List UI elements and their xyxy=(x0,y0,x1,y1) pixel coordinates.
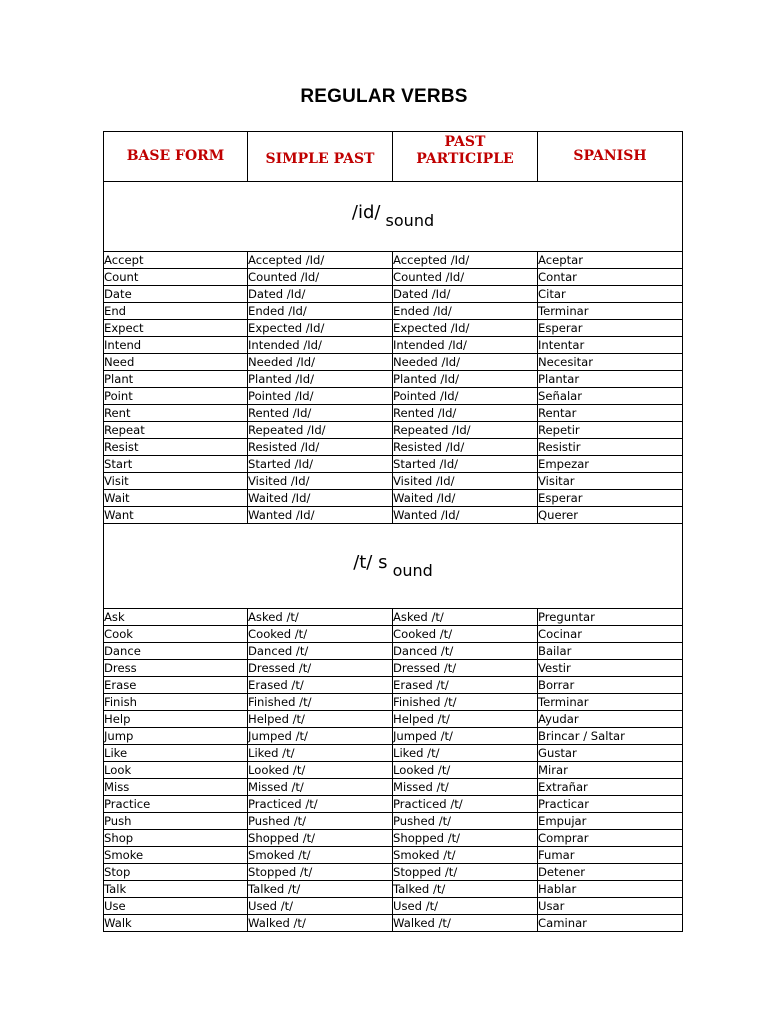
cell-base-form: Ask xyxy=(104,609,248,626)
cell-simple-past: Missed /t/ xyxy=(248,779,393,796)
cell-base-form: Resist xyxy=(104,439,248,456)
cell-spanish: Fumar xyxy=(538,847,683,864)
cell-base-form: Rent xyxy=(104,405,248,422)
table-row xyxy=(104,286,683,303)
cell-past-participle: Asked /t/ xyxy=(393,609,538,626)
cell-simple-past: Talked /t/ xyxy=(248,881,393,898)
cell-base-form: Walk xyxy=(104,915,248,932)
cell-base-form: Want xyxy=(104,507,248,524)
cell-past-participle: Pointed /Id/ xyxy=(393,388,538,405)
cell-base-form: Point xyxy=(104,388,248,405)
cell-base-form: End xyxy=(104,303,248,320)
cell-spanish: Mirar xyxy=(538,762,683,779)
cell-past-participle: Rented /Id/ xyxy=(393,405,538,422)
cell-simple-past: Repeated /Id/ xyxy=(248,422,393,439)
header-simple-past: SIMPLE PAST xyxy=(248,132,393,182)
cell-past-participle: Waited /Id/ xyxy=(393,490,538,507)
cell-simple-past: Visited /Id/ xyxy=(248,473,393,490)
cell-simple-past: Rented /Id/ xyxy=(248,405,393,422)
cell-past-participle: Wanted /Id/ xyxy=(393,507,538,524)
cell-base-form: Practice xyxy=(104,796,248,813)
cell-past-participle: Pushed /t/ xyxy=(393,813,538,830)
cell-spanish: Necesitar xyxy=(538,354,683,371)
cell-past-participle: Liked /t/ xyxy=(393,745,538,762)
table-row xyxy=(104,507,683,524)
cell-base-form: Cook xyxy=(104,626,248,643)
cell-spanish: Terminar xyxy=(538,303,683,320)
cell-simple-past: Practiced /t/ xyxy=(248,796,393,813)
cell-simple-past: Looked /t/ xyxy=(248,762,393,779)
cell-simple-past: Liked /t/ xyxy=(248,745,393,762)
cell-simple-past: Helped /t/ xyxy=(248,711,393,728)
cell-past-participle: Danced /t/ xyxy=(393,643,538,660)
cell-base-form: Visit xyxy=(104,473,248,490)
cell-base-form: Shop xyxy=(104,830,248,847)
cell-spanish: Borrar xyxy=(538,677,683,694)
cell-simple-past: Jumped /t/ xyxy=(248,728,393,745)
cell-simple-past: Resisted /Id/ xyxy=(248,439,393,456)
table-row xyxy=(104,405,683,422)
cell-simple-past: Needed /Id/ xyxy=(248,354,393,371)
table-row xyxy=(104,813,683,830)
cell-simple-past: Counted /Id/ xyxy=(248,269,393,286)
cell-spanish: Comprar xyxy=(538,830,683,847)
cell-base-form: Jump xyxy=(104,728,248,745)
cell-simple-past: Stopped /t/ xyxy=(248,864,393,881)
cell-base-form: Use xyxy=(104,898,248,915)
cell-past-participle: Missed /t/ xyxy=(393,779,538,796)
table-row xyxy=(104,626,683,643)
cell-past-participle: Shopped /t/ xyxy=(393,830,538,847)
table-row xyxy=(104,847,683,864)
table-row xyxy=(104,609,683,626)
cell-spanish: Señalar xyxy=(538,388,683,405)
cell-simple-past: Used /t/ xyxy=(248,898,393,915)
cell-base-form: Talk xyxy=(104,881,248,898)
section-heading-id-sound xyxy=(104,182,683,252)
page-title: REGULAR VERBS xyxy=(300,86,468,107)
cell-past-participle: Talked /t/ xyxy=(393,881,538,898)
table-row xyxy=(104,337,683,354)
cell-simple-past: Cooked /t/ xyxy=(248,626,393,643)
cell-simple-past: Pointed /Id/ xyxy=(248,388,393,405)
cell-past-participle: Finished /t/ xyxy=(393,694,538,711)
table-row xyxy=(104,303,683,320)
cell-spanish: Bailar xyxy=(538,643,683,660)
header-past-participle xyxy=(393,132,538,182)
cell-spanish: Terminar xyxy=(538,694,683,711)
cell-past-participle: Counted /Id/ xyxy=(393,269,538,286)
cell-spanish: Repetir xyxy=(538,422,683,439)
table-row xyxy=(104,694,683,711)
cell-base-form: Date xyxy=(104,286,248,303)
header-past-participle-line1: PAST xyxy=(444,134,486,150)
t-sound-section xyxy=(104,524,683,932)
cell-simple-past: Erased /t/ xyxy=(248,677,393,694)
table-row xyxy=(104,320,683,337)
cell-past-participle: Intended /Id/ xyxy=(393,337,538,354)
cell-simple-past: Planted /Id/ xyxy=(248,371,393,388)
table-row xyxy=(104,915,683,932)
cell-past-participle: Used /t/ xyxy=(393,898,538,915)
cell-base-form: Plant xyxy=(104,371,248,388)
table-row xyxy=(104,830,683,847)
cell-past-participle: Started /Id/ xyxy=(393,456,538,473)
cell-past-participle: Resisted /Id/ xyxy=(393,439,538,456)
column-header-row xyxy=(104,132,683,182)
cell-simple-past: Waited /Id/ xyxy=(248,490,393,507)
cell-base-form: Stop xyxy=(104,864,248,881)
cell-simple-past: Dressed /t/ xyxy=(248,660,393,677)
header-past-participle-line2: PARTICIPLE xyxy=(416,151,514,167)
table-row xyxy=(104,269,683,286)
cell-spanish: Preguntar xyxy=(538,609,683,626)
cell-base-form: Wait xyxy=(104,490,248,507)
cell-simple-past: Ended /Id/ xyxy=(248,303,393,320)
cell-spanish: Practicar xyxy=(538,796,683,813)
table-row xyxy=(104,728,683,745)
cell-simple-past: Asked /t/ xyxy=(248,609,393,626)
cell-base-form: Repeat xyxy=(104,422,248,439)
section-heading-cell xyxy=(104,524,683,609)
cell-base-form: Like xyxy=(104,745,248,762)
cell-past-participle: Smoked /t/ xyxy=(393,847,538,864)
table-row xyxy=(104,711,683,728)
section-symbol: /t/ s xyxy=(353,551,388,573)
cell-spanish: Detener xyxy=(538,864,683,881)
cell-spanish: Esperar xyxy=(538,490,683,507)
cell-past-participle: Walked /t/ xyxy=(393,915,538,932)
cell-spanish: Hablar xyxy=(538,881,683,898)
cell-spanish: Querer xyxy=(538,507,683,524)
table-row xyxy=(104,745,683,762)
cell-spanish: Esperar xyxy=(538,320,683,337)
cell-simple-past: Expected /Id/ xyxy=(248,320,393,337)
cell-spanish: Gustar xyxy=(538,745,683,762)
header-spanish: SPANISH xyxy=(538,132,683,182)
table-row xyxy=(104,422,683,439)
cell-base-form: Erase xyxy=(104,677,248,694)
cell-past-participle: Planted /Id/ xyxy=(393,371,538,388)
cell-simple-past: Danced /t/ xyxy=(248,643,393,660)
cell-simple-past: Dated /Id/ xyxy=(248,286,393,303)
cell-base-form: Miss xyxy=(104,779,248,796)
cell-base-form: Finish xyxy=(104,694,248,711)
cell-past-participle: Stopped /t/ xyxy=(393,864,538,881)
table-row xyxy=(104,439,683,456)
cell-spanish: Resistir xyxy=(538,439,683,456)
cell-spanish: Citar xyxy=(538,286,683,303)
cell-spanish: Vestir xyxy=(538,660,683,677)
cell-spanish: Extrañar xyxy=(538,779,683,796)
cell-simple-past: Shopped /t/ xyxy=(248,830,393,847)
table-row xyxy=(104,864,683,881)
section-heading-t-sound xyxy=(104,524,683,609)
table-row xyxy=(104,898,683,915)
cell-simple-past: Intended /Id/ xyxy=(248,337,393,354)
cell-base-form: Accept xyxy=(104,252,248,269)
table-row xyxy=(104,456,683,473)
cell-simple-past: Smoked /t/ xyxy=(248,847,393,864)
cell-past-participle: Dressed /t/ xyxy=(393,660,538,677)
cell-base-form: Push xyxy=(104,813,248,830)
cell-spanish: Caminar xyxy=(538,915,683,932)
cell-spanish: Usar xyxy=(538,898,683,915)
table-row xyxy=(104,371,683,388)
cell-simple-past: Started /Id/ xyxy=(248,456,393,473)
cell-base-form: Dance xyxy=(104,643,248,660)
cell-base-form: Help xyxy=(104,711,248,728)
cell-base-form: Dress xyxy=(104,660,248,677)
cell-base-form: Smoke xyxy=(104,847,248,864)
cell-past-participle: Practiced /t/ xyxy=(393,796,538,813)
cell-past-participle: Jumped /t/ xyxy=(393,728,538,745)
table-row xyxy=(104,643,683,660)
cell-spanish: Rentar xyxy=(538,405,683,422)
regular-verbs-table xyxy=(103,131,683,932)
cell-base-form: Intend xyxy=(104,337,248,354)
cell-past-participle: Looked /t/ xyxy=(393,762,538,779)
cell-spanish: Empezar xyxy=(538,456,683,473)
table-row xyxy=(104,796,683,813)
section-symbol: /id/ xyxy=(351,202,381,223)
cell-past-participle: Accepted /Id/ xyxy=(393,252,538,269)
table-row xyxy=(104,354,683,371)
table-row xyxy=(104,490,683,507)
cell-simple-past: Accepted /Id/ xyxy=(248,252,393,269)
header-base-form: BASE FORM xyxy=(104,132,248,182)
section-word: sound xyxy=(385,211,435,230)
cell-simple-past: Pushed /t/ xyxy=(248,813,393,830)
cell-simple-past: Wanted /Id/ xyxy=(248,507,393,524)
cell-past-participle: Dated /Id/ xyxy=(393,286,538,303)
cell-base-form: Start xyxy=(104,456,248,473)
cell-base-form: Count xyxy=(104,269,248,286)
cell-simple-past: Walked /t/ xyxy=(248,915,393,932)
cell-past-participle: Needed /Id/ xyxy=(393,354,538,371)
cell-base-form: Expect xyxy=(104,320,248,337)
cell-spanish: Intentar xyxy=(538,337,683,354)
section-word: ound xyxy=(392,560,433,580)
table-row xyxy=(104,779,683,796)
cell-past-participle: Visited /Id/ xyxy=(393,473,538,490)
table-row xyxy=(104,473,683,490)
cell-simple-past: Finished /t/ xyxy=(248,694,393,711)
cell-base-form: Need xyxy=(104,354,248,371)
cell-past-participle: Cooked /t/ xyxy=(393,626,538,643)
cell-base-form: Look xyxy=(104,762,248,779)
cell-spanish: Empujar xyxy=(538,813,683,830)
table-row xyxy=(104,252,683,269)
cell-past-participle: Helped /t/ xyxy=(393,711,538,728)
cell-spanish: Cocinar xyxy=(538,626,683,643)
cell-spanish: Contar xyxy=(538,269,683,286)
cell-past-participle: Erased /t/ xyxy=(393,677,538,694)
cell-spanish: Visitar xyxy=(538,473,683,490)
table-row xyxy=(104,388,683,405)
cell-spanish: Brincar / Saltar xyxy=(538,728,683,745)
table-row xyxy=(104,660,683,677)
section-heading-cell xyxy=(104,182,683,252)
id-sound-section xyxy=(104,182,683,524)
cell-spanish: Ayudar xyxy=(538,711,683,728)
table-row xyxy=(104,762,683,779)
cell-past-participle: Ended /Id/ xyxy=(393,303,538,320)
table-row xyxy=(104,677,683,694)
cell-past-participle: Repeated /Id/ xyxy=(393,422,538,439)
cell-spanish: Plantar xyxy=(538,371,683,388)
table-row xyxy=(104,881,683,898)
cell-past-participle: Expected /Id/ xyxy=(393,320,538,337)
cell-spanish: Aceptar xyxy=(538,252,683,269)
